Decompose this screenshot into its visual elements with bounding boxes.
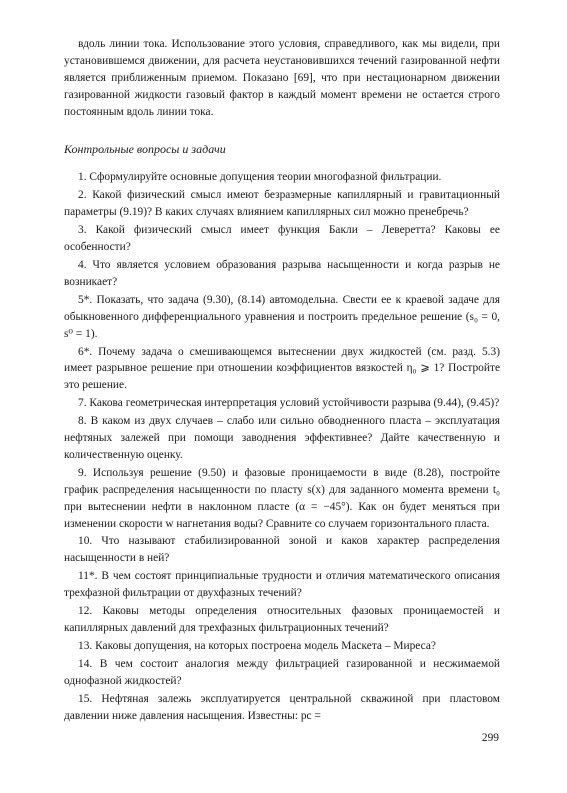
intro-paragraph: вдоль линии тока. Использование этого условия, справедливого, как мы видели, при установившемся движении, для расчета неустановившихся течений газированной нефти является приближенным приемом. Показано [69], что при нестационарном движении газированной жидкости газовый фактор в каждый момент времени не остается строго постоянным вдоль линии тока. [64, 38, 500, 118]
question-number: 3. [78, 224, 87, 237]
question-text: В чем состоят принципиальные трудности и отличия математического описания трехфазной фильтрации от двухфазных течений? [64, 570, 500, 600]
section-heading: Контрольные вопросы и задачи [64, 141, 226, 156]
question-item [64, 656, 500, 690]
page-number: 299 [481, 732, 499, 744]
question-item [64, 603, 500, 637]
question-number: 7. [78, 397, 87, 410]
question-number: 6*. [78, 345, 93, 358]
question-text: Какой физический смысл имеют безразмерные капиллярный и гравитационный параметры (9.19)? В каких случаях влиянием капиллярных сил можно пренебречь? [64, 189, 500, 219]
question-number: 14. [78, 657, 93, 670]
question-number: 8. [78, 415, 87, 428]
question-text: Каковы допущения, на которых построена модель Маскета – Миреса? [95, 639, 436, 652]
question-text: Почему задача о смешивающемся вытеснении двух жидкостей (см. разд. 5.3) имеет разрывное решение при отношении коэффициентов вязкостей η₀ ⩾ 1? Постройте это решение. [64, 345, 500, 392]
question-item [64, 292, 500, 343]
question-item [64, 533, 500, 567]
question-text: В каком из двух случаев – слабо или сильно обводненного пласта – эксплуатация нефтяных залежей при помощи заводнения эффективнее? Дайте качественную и количественную оценку. [64, 415, 500, 461]
question-text: Показать, что задача (9.30), (8.14) автомодельна. Свести ее к краевой задаче для обыкновенного дифференциального уравнения и построить предельное решение (s₀ = 0, s⁰ = 1). [64, 293, 500, 340]
question-number: 4. [78, 258, 87, 271]
question-item [64, 691, 500, 725]
question-number: 1. [78, 171, 87, 184]
question-item [64, 638, 500, 655]
question-item [64, 222, 500, 256]
question-number: 12. [78, 605, 93, 618]
questions-list [64, 169, 500, 724]
question-item [64, 395, 500, 412]
question-text: Каковы методы определения относительных фазовых проницаемостей и капиллярных давлений для трехфазных фильтрационных течений? [64, 605, 500, 634]
question-number: 11*. [78, 570, 98, 583]
question-text: Какова геометрическая интерпретация условий устойчивости разрыва (9.44), (9.45)? [89, 397, 500, 410]
question-text: В чем состоит аналогия между фильтрацией газированной и несжимаемой однофазной жидкостей? [64, 657, 500, 687]
question-item [64, 169, 500, 186]
question-item [64, 413, 500, 464]
question-text: Что является условием образования разрыва насыщенности и когда разрыв не возникает? [64, 258, 500, 288]
question-text: Какой физический смысл имеет функция Бакли – Леверетта? Каковы ее особенности? [64, 224, 500, 254]
question-number: 5*. [78, 293, 93, 306]
question-text: Что называют стабилизированной зоной и каков характер распределения насыщенности в ней? [64, 535, 500, 565]
question-text: Сформулируйте основные допущения теории многофазной фильтрации. [89, 171, 442, 184]
question-item [64, 187, 500, 221]
question-text: Используя решение (9.50) и фазовые проницаемости в виде (8.28), постройте график распределения насыщенности по пласту s(x) для заданного момента времени t₀ при вытеснении нефти в наклонном пласте (α = −45°). Как он будет меняться при изменении скорости w нагнетания воды? Сравните со случаем горизонтального пласта. [64, 466, 500, 530]
question-number: 2. [78, 189, 87, 202]
question-item [64, 465, 500, 533]
question-number: 9. [78, 466, 87, 479]
question-number: 10. [78, 535, 93, 548]
question-number: 13. [78, 639, 93, 652]
question-item [64, 344, 500, 395]
question-number: 15. [78, 692, 93, 705]
question-item [64, 568, 500, 602]
question-text: Нефтяная залежь эксплуатируется центральной скважиной при пластовом давлении ниже давления насыщения. Известны: pс = [64, 692, 500, 722]
question-item [64, 257, 500, 291]
page-content [64, 36, 500, 725]
